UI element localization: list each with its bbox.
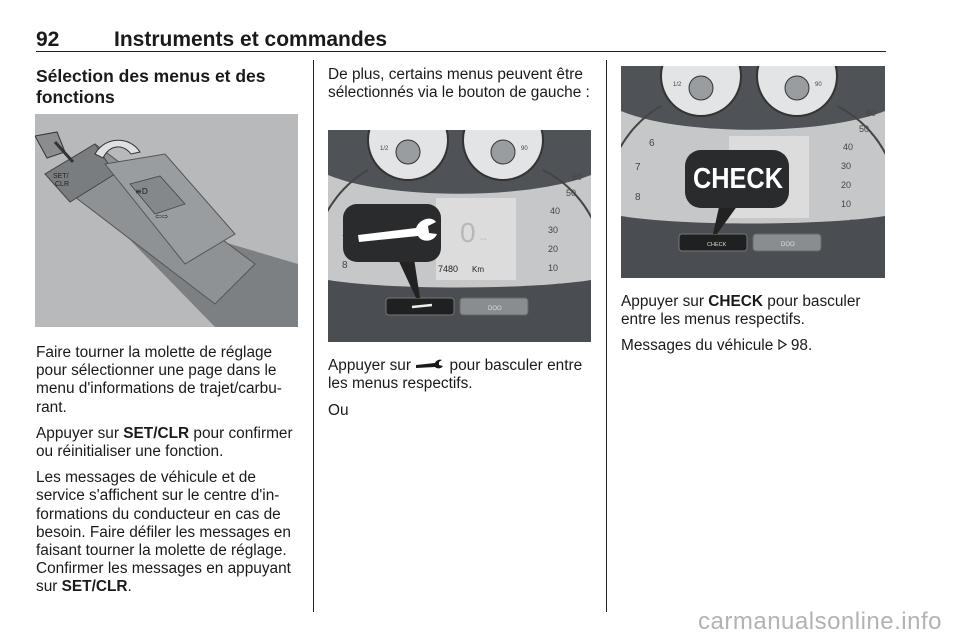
paragraph-check: Appuyer sur CHECK pour basculer entre les menus respectifs.	[621, 293, 861, 329]
page-number: 92	[36, 28, 60, 51]
gauge-left-mark: 1/2	[380, 146, 389, 152]
figure-stalk	[35, 114, 298, 327]
column-3-text	[621, 293, 887, 364]
watermark: carmanualsonline.info	[698, 608, 942, 635]
svg-text:--: --	[480, 234, 487, 245]
svg-text:8: 8	[342, 260, 348, 271]
check-callout: CHECK	[693, 163, 784, 195]
figure-cluster-check	[621, 66, 885, 278]
svg-text:50: 50	[859, 124, 870, 134]
column-1-text	[36, 344, 302, 605]
column-2	[328, 66, 594, 110]
button-name: SET/CLR	[61, 578, 128, 596]
svg-text:30: 30	[548, 225, 559, 235]
paragraph-wrench: Appuyer sur pour basculer entre les menus respectifs.	[328, 357, 583, 393]
svg-text:40: 40	[550, 206, 561, 216]
svg-text:30: 30	[841, 161, 852, 171]
header-rule	[36, 51, 886, 52]
svg-text:⇦⇨: ⇦⇨	[155, 212, 169, 221]
intro-paragraph: De plus, certains menus peuvent être sélectionnés via le bouton de gauche :	[328, 66, 590, 102]
paragraph-set-clr: Appuyer sur SET/CLR pour confirmer ou réinitialiser une fonction.	[36, 424, 293, 461]
column-divider-1	[313, 60, 314, 612]
svg-text:6: 6	[649, 138, 655, 149]
svg-text:DOO: DOO	[488, 306, 502, 312]
gauge-right-mark: 90	[521, 146, 528, 152]
figure-cluster-wrench	[328, 130, 591, 342]
svg-text:7: 7	[635, 162, 641, 173]
display-digit: 0	[460, 217, 476, 248]
svg-text:1/2: 1/2	[673, 82, 682, 88]
svg-text:≡D: ≡D	[135, 187, 148, 196]
check-button-label: CHECK	[707, 242, 727, 248]
page-reference-triangle-icon	[778, 337, 787, 355]
svg-text:50: 50	[566, 188, 577, 198]
svg-text:60: 60	[866, 108, 877, 118]
set-clr-stalk-label: SET/	[53, 173, 69, 180]
svg-text:20: 20	[548, 244, 559, 254]
wrench-icon	[415, 357, 445, 375]
svg-text:CLR: CLR	[55, 181, 70, 188]
paragraph: Ou	[328, 401, 349, 419]
page-reference-link[interactable]: 98	[790, 337, 808, 355]
svg-text:90: 90	[815, 82, 822, 88]
section-title: Sélection des menus et des fonctions	[36, 66, 266, 107]
svg-text:10: 10	[841, 199, 852, 209]
svg-text:10: 10	[548, 263, 559, 273]
paragraph-confirm: Confirmer les messages en appuyant sur SET/CLR.	[36, 560, 291, 596]
column-2-text	[328, 357, 594, 428]
svg-text:40: 40	[843, 142, 854, 152]
svg-text:Km: Km	[472, 265, 484, 274]
svg-text:8: 8	[635, 192, 641, 203]
svg-text:DOO: DOO	[781, 242, 795, 248]
chapter-title: Instruments et commandes	[114, 28, 388, 51]
svg-text:20: 20	[841, 180, 852, 190]
button-name: SET/CLR	[123, 424, 190, 442]
button-name: CHECK	[708, 293, 763, 310]
svg-text:60: 60	[572, 172, 583, 182]
paragraph-reference: Messages du véhicule 98.	[621, 337, 813, 355]
odometer: 7480	[438, 264, 459, 274]
paragraph: Les messages de véhicule et de service s'affichent sur le centre d'informations du conducteur en cas de besoin. Faire défiler les messages en faisant tourner la molette de réglage.	[36, 469, 291, 560]
paragraph: Faire tourner la molette de réglage pour sélectionner une page dans le menu d'informations de trajet/carburant.	[36, 344, 282, 416]
column-1	[36, 66, 302, 107]
column-divider-2	[606, 60, 607, 612]
